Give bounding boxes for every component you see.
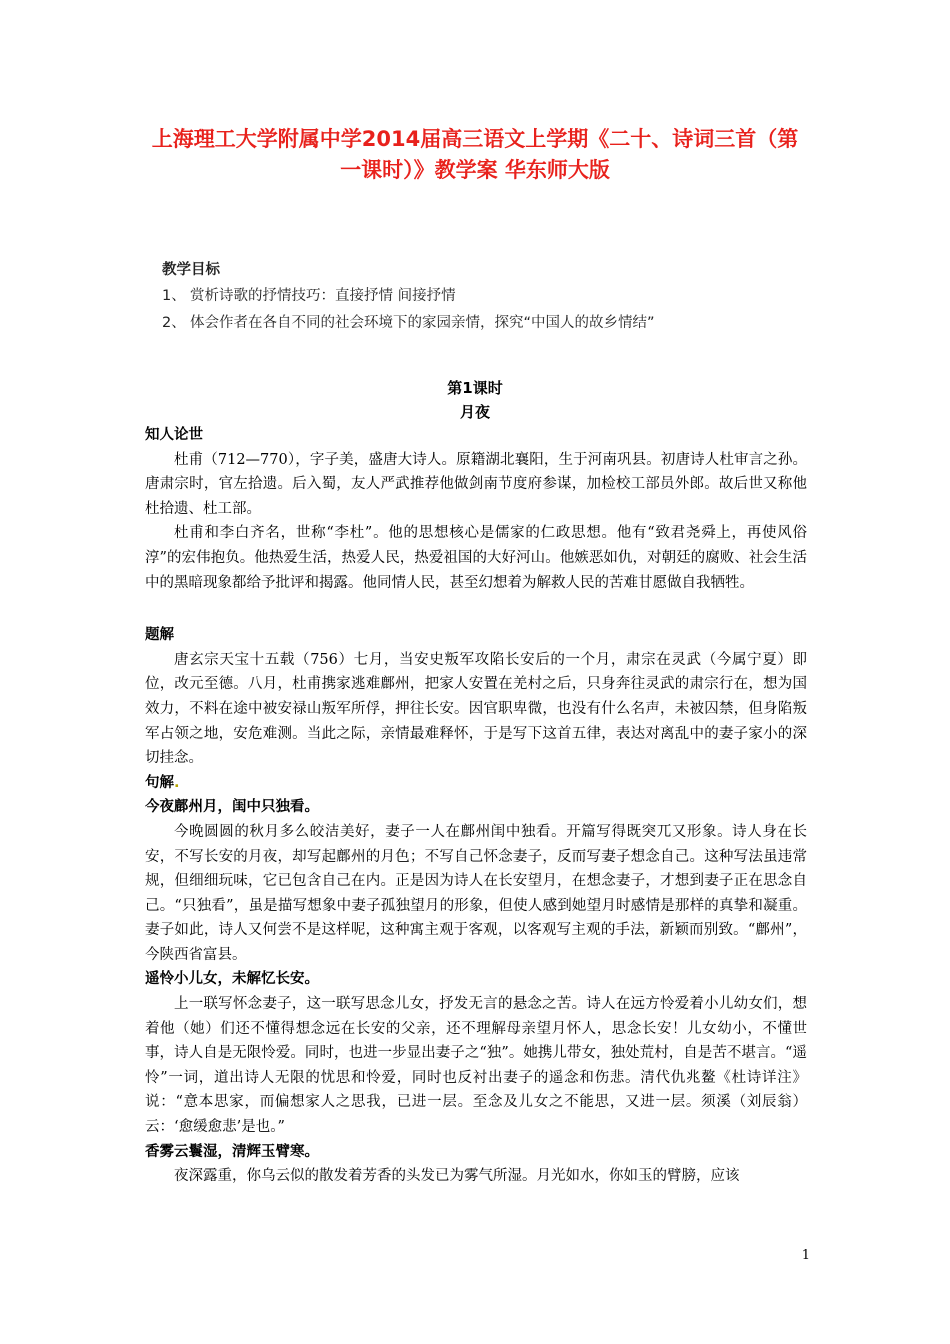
title-line-2: 一课时）》教学案 华东师大版 (340, 158, 610, 182)
goal-text: 体会作者在各自不同的社会环境下的家园亲情，探究“中国人的故乡情结” (190, 315, 655, 331)
goal-text: 赏析诗歌的抒情技巧：直接抒情 间接抒情 (190, 288, 456, 304)
teaching-goals (162, 258, 802, 337)
page-number: 1 (801, 1248, 810, 1263)
paragraph: 唐玄宗天宝十五载（756）七月，当安史叛军攻陷长安后的一个月，肃宗在灵武（今属宁夏）即位，改元至德。八月，杜甫携家逃难鄜州，把家人安置在羌村之后，只身奔往灵武的肃宗行在，想为国效力，不料在途中被安禄山叛军所俘，押往长安。因官职卑微，也没有什么名声，未被囚禁，但身陷叛军占领之地，安危难测。当此之际，亲情最难释怀，于是写下这首五律，表达对离乱中的妻子家小的深切挂念。 (145, 651, 807, 767)
paragraph: 夜深露重，你乌云似的散发着芳香的头发已为雾气所湿。月光如水，你如玉的臂膀，应该 (174, 1168, 740, 1185)
title-line-1: 上海理工大学附属中学2014届高三语文上学期《二十、诗词三首（第 (151, 127, 799, 151)
goal-number: 2、 (162, 315, 186, 331)
paragraph: 今晚圆圆的秋月多么皎洁美好，妻子一人在鄜州闺中独看。开篇写得既突兀又形象。诗人身在长安，不写长安的月夜，却写起鄜州的月色；不写自己怀念妻子，反而写妻子想念自己。这种写法虽违常规，但细细玩味，它已包含自己在内。正是因为诗人在长安望月，在想念妻子，才想到妻子正在思念自己。“只独看”，虽是描写想象中妻子孤独望月的形象，但使人感到她望月时感情是那样的真挚和凝重。妻子如此，诗人又何尝不是这样呢，这种寓主观于客观，以客观写主观的手法，新颖而别致。“鄜州”，今陕西省富县。 (145, 823, 807, 963)
goal-number: 1、 (162, 288, 186, 304)
section-heading-explain: 题解 (145, 627, 174, 644)
main-content (145, 423, 807, 1189)
section-heading-lines-label: 句解 (145, 774, 174, 791)
goal-item (162, 283, 802, 310)
spacer (145, 595, 807, 623)
paragraph: 杜甫（712—770），字子美，盛唐大诗人。原籍湖北襄阳，生于河南巩县。初唐诗人杜审言之孙。唐肃宗时，官左拾遗。后入蜀，友人严武推荐他做剑南节度府参谋，加检校工部员外郎。故后世又称他杜拾遗、杜工部。 (145, 451, 807, 517)
section-heading-lines (145, 771, 807, 796)
verse-line: 今夜鄜州月，闺中只独看。 (145, 799, 319, 816)
paragraph: 杜甫和李白齐名，世称“李杜”。他的思想核心是儒家的仁政思想。他有“致君尧舜上，再使风俗淳”的宏伟抱负。他热爱生活，热爱人民，热爱祖国的大好河山。他嫉恶如仇，对朝廷的腐败、社会生活中的黑暗现象都给予批评和揭露。他同情人民，甚至幻想着为解救人民的苦难甘愿做自我牺牲。 (145, 525, 807, 591)
mark-dot: . (174, 774, 180, 791)
poem-title: 月夜 (459, 403, 490, 421)
paragraph: 上一联写怀念妻子，这一联写思念儿女，抒发无言的悬念之苦。诗人在远方怜爱着小儿幼女们，想着他（她）们还不懂得想念远在长安的父亲，还不理解母亲望月怀人，思念长安！儿女幼小，不懂世事，诗人自是无限怜爱。同时，也进一步显出妻子之“独”。她携儿带女，独处荒村，自是苦不堪言。“遥怜”一词，道出诗人无限的忧思和怜爱，同时也反衬出妻子的遥念和伤悲。清代仇兆鳌《杜诗详注》说：“意本思家，而偏想家人之思我，已进一层。至念及儿女之不能思，又进一层。须溪（刘辰翁）云：‘愈缓愈悲’是也。” (145, 996, 807, 1136)
verse-line: 遥怜小儿女，未解忆长安。 (145, 971, 319, 988)
goal-item (162, 310, 802, 337)
section-heading-author: 知人论世 (145, 427, 203, 443)
goals-heading: 教学目标 (162, 262, 220, 278)
lesson-heading: 第1课时 (447, 379, 503, 397)
document-title (100, 124, 850, 186)
verse-line: 香雾云鬟湿，清辉玉臂寒。 (145, 1143, 319, 1160)
